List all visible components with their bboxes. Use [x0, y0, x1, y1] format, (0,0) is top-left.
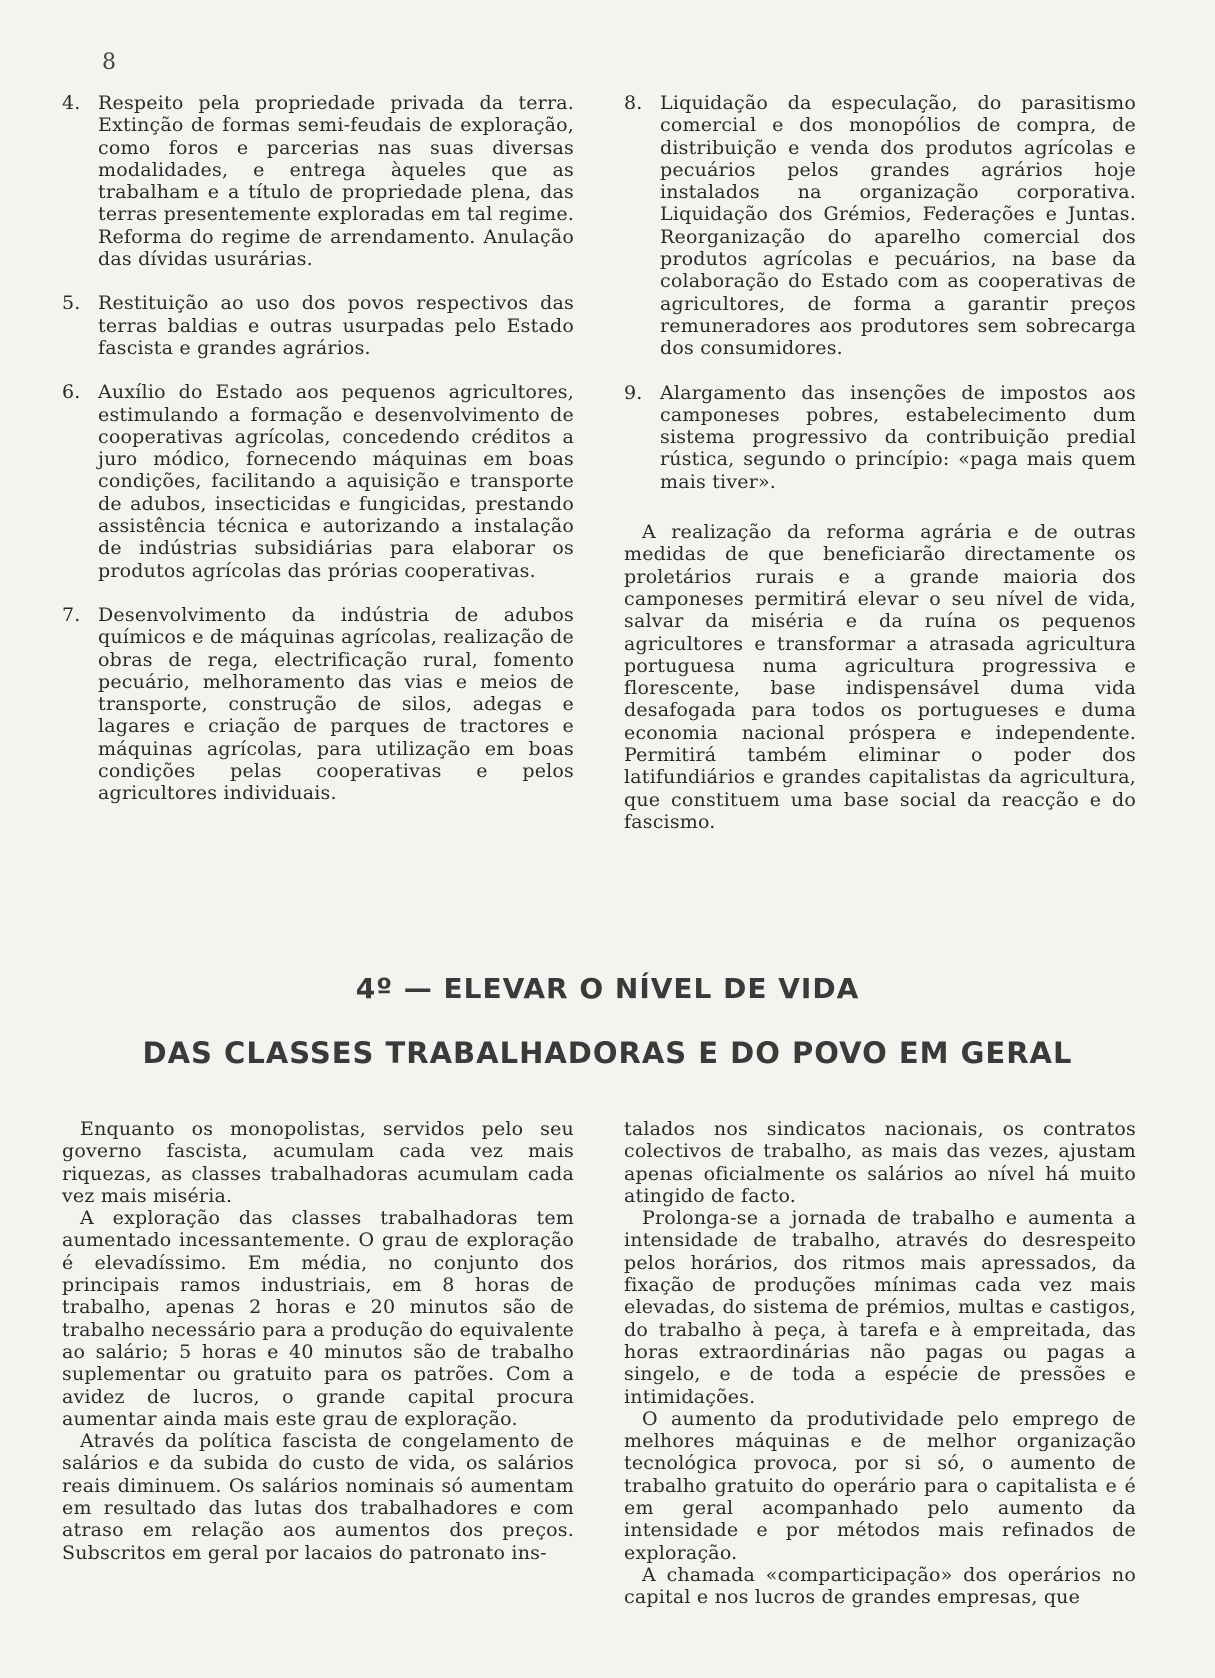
section-heading-line2: DAS CLASSES TRABALHADORAS E DO POVO EM GERAL: [142, 1036, 1073, 1070]
paragraph: Através da política fascista de congelamento de salários e da subida do custo de vida, os salários reais diminuem. Os salários nominais só aumentam em resultado das lutas dos trabalhadores e com atraso em relação aos aumentos dos preços. Subscritos em geral por lacaios do patronato ins-: [62, 1430, 574, 1564]
item-text: Respeito pela propriedade privada da terra. Extinção de formas semi-feudais de exploração, como foros e parcerias nas suas diversas modalidades, e entrega àqueles que as trabalham e a título de propriedade plena, das terras presentemente exploradas em tal regime. Reforma do regime de arrendamento. Anulação das dívidas usurárias.: [98, 92, 574, 271]
item-number: 6.: [62, 381, 81, 404]
item-number: 7.: [62, 603, 81, 626]
item-text: Auxílio do Estado aos pequenos agricultores, estimulando a formação e desenvolvimento de cooperativas agrícolas, concedendo créditos a juro módico, fornecendo máquinas em boas condições, facilitando a aquisição e transporte de adubos, insecticidas e fungicidas, prestando assistência técnica e autorizando a instalação de indústrias subsidiárias para elaborar os produtos agrícolas das prórias cooperativas.: [98, 381, 574, 582]
right-column-bottom: [624, 1118, 1136, 1609]
list-item-7: [62, 604, 574, 805]
right-column-top: [624, 92, 1136, 833]
paragraph: O aumento da produtividade pelo emprego de melhores máquinas e de melhor organização tecnológica provoca, por si só, o aumento de trabalho gratuito do operário para o capitalista e é em geral acompanhado pelo aumento da intensidade e por métodos mais refinados de exploração.: [624, 1407, 1136, 1564]
item-number: 4.: [62, 92, 81, 114]
paragraph: Prolonga-se a jornada de trabalho e aumenta a intensidade de trabalho, através do desrespeito pelos horários, dos ritmos mais apressados, da fixação de produções mínimas cada vez mais elevadas, do sistema de prémios, multas e castigos, do trabalho à peça, à tarefa e à empreitada, das horas extraordinárias não pagas ou pagas a singelo, e de toda a espécie de pressões e intimidações.: [624, 1207, 1136, 1408]
item-text: Liquidação da especulação, do parasitismo comercial e dos monopólios de compra, de distribuição e venda dos produtos agrícolas e pecuários pelos grandes agrários hoje instalados na organização corporativa. Liquidação dos Grémios, Federações e Juntas. Reorganização do aparelho comercial dos produtos agrícolas e pecuários, na base da colaboração do Estado com as cooperativas de agricultores, de forma a garantir preços remuneradores aos produtores sem sobrecarga dos consumidores.: [660, 92, 1136, 360]
page-number: 8: [102, 50, 116, 75]
item-number: 9.: [624, 381, 643, 404]
section-heading-line1: 4º — ELEVAR O NÍVEL DE VIDA: [355, 972, 860, 1005]
list-item-9: [624, 382, 1136, 493]
conclusion-paragraph: A realização da reforma agrária e de outras medidas de que beneficiarão directamente os proletários rurais e a grande maioria dos camponeses permitirá elevar o seu nível de vida, salvar da miséria e da ruína os pequenos agricultores e transformar a atrasada agricultura portuguesa numa agricultura progressiva e florescente, base indispensável duma vida desafogada para todos os portugueses e duma economia nacional próspera e independente. Permitirá também eliminar o poder dos latifundiários e grandes capitalistas da agricultura, que constituem uma base social da reacção e do fascismo.: [624, 521, 1136, 833]
list-item-8: [624, 92, 1136, 360]
list-item-6: [62, 381, 574, 582]
item-text: Desenvolvimento da indústria de adubos químicos e de máquinas agrícolas, realização de obras de rega, electrificação rural, fomento pecuário, melhoramento das vias e meios de transporte, construção de silos, adegas e lagares e criação de parques de tractores e máquinas agrícolas, para utilização em boas condições pelas cooperativas e pelos agricultores individuais.: [98, 603, 574, 805]
item-number: 8.: [624, 92, 643, 114]
left-column-top: [62, 92, 574, 827]
paragraph: A chamada «comparticipação» dos operários no capital e nos lucros de grandes empresas, que: [624, 1563, 1136, 1609]
left-column-bottom: [62, 1118, 574, 1564]
item-text: Restituição ao uso dos povos respectivos das terras baldias e outras usurpadas pelo Estado fascista e grandes agrários.: [98, 292, 574, 359]
paragraph: talados nos sindicatos nacionais, os contratos colectivos de trabalho, as mais das vezes, ajustam apenas oficialmente os salários ao nível há muito atingido de facto.: [624, 1118, 1136, 1207]
list-item-5: [62, 292, 574, 359]
item-number: 5.: [62, 292, 81, 315]
paragraph: Enquanto os monopolistas, servidos pelo seu governo fascista, acumulam cada vez mais riquezas, as classes trabalhadoras acumulam cada vez mais miséria.: [62, 1118, 574, 1207]
list-item-4: [62, 92, 574, 270]
item-text: Alargamento das insenções de impostos aos camponeses pobres, estabelecimento dum sistema progressivo da contribuição predial rústica, segundo o princípio: «paga mais quem mais tiver».: [660, 381, 1136, 493]
paragraph: A exploração das classes trabalhadoras tem aumentado incessantemente. O grau de exploração é elevadíssimo. Em média, no conjunto dos principais ramos industriais, em 8 horas de trabalho, apenas 2 horas e 20 minutos são de trabalho necessário para a produção do equivalente ao salário; 5 horas e 40 minutos são de trabalho suplementar ou gratuito para os patrões. Com a avidez de lucros, o grande capital procura aumentar ainda mais este grau de exploração.: [62, 1207, 574, 1430]
